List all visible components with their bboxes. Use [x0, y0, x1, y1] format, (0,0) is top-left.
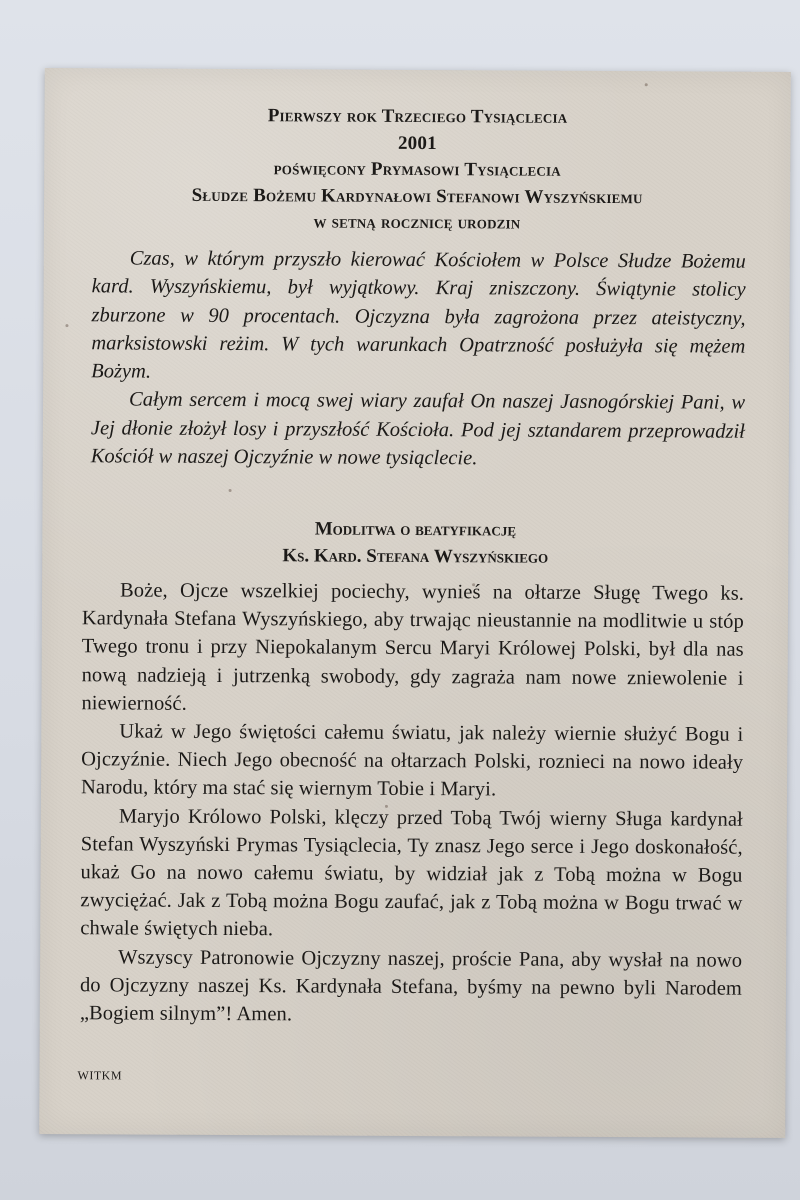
- prayer-paragraph: Maryjo Królowo Polski, klęczy przed Tobą Twój wierny Sługa kardynał Stefan Wyszyński Prymas Tysiąclecia, Ty znasz Jego serce i Jego doskonałość, ukaż Go na nowo całemu światu, by widział jak z Tobą można w Bogu zwyciężać. Jak z Tobą można Bogu zaufać, jak z Tobą można w Bogu trwać w chwale świętych nieba.: [80, 805, 743, 941]
- intro-paragraph: Czas, w którym przyszło kierować Kościołem w Polsce Słudze Bożemu kard. Wyszyńskiemu, był wyjątkowy. Kraj zniszczony. Świątynie stolicy zburzone w 90 procentach. Ojczyzna była zagrożona przez ateistyczny, marksistowski reżim. W tych warunkach Opatrzność posłużyła się mężem Bożym.: [91, 247, 746, 383]
- prayer-paragraph: Ukaż w Jego świętości całemu światu, jak należy wiernie służyć Bogu i Ojczyźnie. Niech Jego obecność na ołtarzach Polski, roznieci na nowo ideały Narodu, który ma stać się wiernym Tobie i Maryi.: [80, 720, 744, 801]
- intro-paragraph: Całym sercem i mocą swej wiary zaufał On naszej Jasnogórskiej Pani, w Jej dłonie złożył losy i przyszłość Kościoła. Pod jej sztandarem przeprowadził Kościół w naszej Ojczyźnie w nowe tysiąclecie.: [90, 388, 746, 470]
- header-line-3: poświęcony Prymasowi Tysiąclecia: [273, 158, 561, 181]
- header-line-5: w setną rocznicę urodzin: [313, 211, 521, 234]
- paper-specks: [45, 68, 791, 72]
- prayer-title-line-2: Ks. Kard. Stefana Wyszyńskiego: [282, 545, 549, 568]
- header-year: 2001: [397, 132, 437, 154]
- prayer-title-line-1: Modlitwa o beatyfikację: [314, 518, 517, 541]
- card-header: [44, 102, 791, 238]
- prayer-text: [80, 576, 744, 1031]
- header-line-1: Pierwszy rok Trzeciego Tysiąclecia: [267, 105, 568, 128]
- prayer-paragraph: Wszyscy Patronowie Ojczyzny naszej, proście Pana, aby wysłał na nowo do Ojczyzny naszej Ks. Kardynała Stefana, byśmy na pewno byli Narodem „Bogiem silnym”! Amen.: [79, 946, 743, 1026]
- prayer-title: [42, 514, 788, 572]
- prayer-paragraph: Boże, Ojcze wszelkiej pociechy, wynieś na ołtarze Sługę Twego ks. Kardynała Stefana Wyszyńskiego, aby trwając nieustannie na modlitwie u stóp Twego tronu i przy Niepokalanym Sercu Maryi Królowej Polski, był dla nas nową nadzieją i jutrzenką swobody, gdy zagraża nam nowe zniewolenie i niewierność.: [81, 579, 745, 715]
- header-line-4: Słudze Bożemu Kardynałowi Stefanowi Wyszyńskiemu: [191, 184, 643, 208]
- publisher-mark: WITKM: [77, 1068, 123, 1083]
- prayer-card: [39, 68, 791, 1138]
- intro-text: [91, 244, 746, 474]
